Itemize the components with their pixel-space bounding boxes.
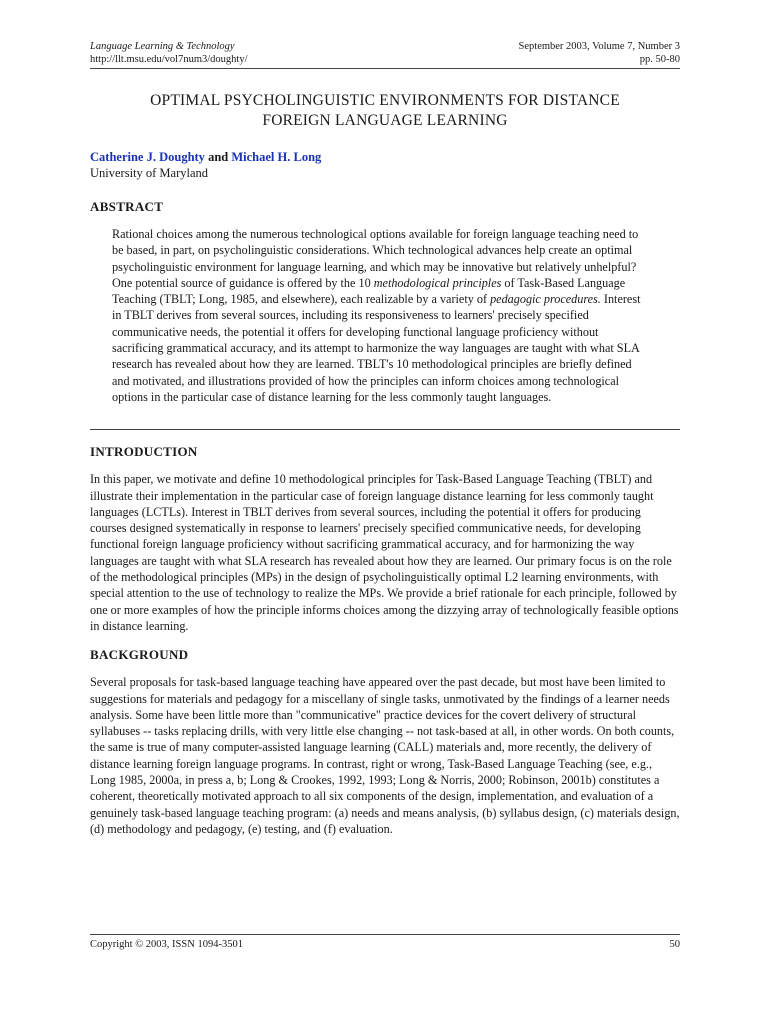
running-head-left — [90, 40, 248, 66]
header-rule — [90, 68, 680, 69]
page-range: pp. 50-80 — [639, 54, 680, 65]
abstract-italic-1: methodological principles — [373, 275, 502, 290]
abstract-heading: ABSTRACT — [90, 199, 164, 214]
title-line-1: OPTIMAL PSYCHOLINGUISTIC ENVIRONMENTS FOR DISTANCE — [150, 92, 620, 109]
abstract-part-3: Interest in TBLT derives from several sources, including its responsiveness to learners' precisely specified communicative needs, the potential it offers for developing functional language proficiency without sacrificing grammatical accuracy, and its attempt to harmonize the way languages are taught with what SLA research has revealed about how they are learned. TBLT's 10 methodological principles are briefly defined and motivated, and illustrations provided of how the principles can inform choices among technological options in the particular case of distance learning for the less commonly taught languages. — [112, 292, 641, 404]
author-conjunction: and — [204, 150, 232, 164]
running-head-right — [519, 40, 680, 66]
abstract-divider — [90, 429, 680, 430]
page-number: 50 — [669, 939, 680, 950]
abstract-part-2: of Task-Based Language Teaching (TBLT; Long, 1985, and elsewhere), each realizable by a variety of — [112, 275, 626, 307]
introduction-heading: INTRODUCTION — [90, 444, 198, 460]
journal-name: Language Learning & Technology — [90, 41, 235, 52]
author-link-doughty[interactable]: Catherine J. Doughty — [90, 150, 205, 164]
author-list — [90, 149, 680, 165]
copyright-notice: Copyright © 2003, ISSN 1094-3501 — [90, 939, 243, 950]
abstract-text — [112, 226, 642, 405]
paper-page — [90, 40, 680, 980]
journal-url[interactable]: http://llt.msu.edu/vol7num3/doughty/ — [90, 54, 248, 65]
running-head — [90, 40, 680, 66]
footer-row — [90, 938, 680, 951]
abstract-part-1: Rational choices among the numerous technological options available for foreign language teaching need to be based, in part, on psycholinguistic considerations. Which technological advances help create an optimal psycholinguistic environment for language learning, and which may be innovative but relatively unhelpful? One potential source of guidance is offered by the 10 — [112, 227, 639, 290]
abstract-italic-2: pedagogic procedures. — [490, 292, 601, 307]
introduction-paragraph: In this paper, we motivate and define 10 methodological principles for Task-Based Language Teaching (TBLT) and illustrate their implementation in the particular case of foreign language distance learning for less commonly taught languages (LCTLs). Interest in TBLT derives from several sources, including the potential it offers for producing courses designed systematically in response to learners' precisely specified communicative needs, for developing functional foreign language proficiency without sacrificing grammatical accuracy, and for harmonizing the way languages are taught with what SLA research has revealed about how they are learned. Our primary focus is on the role of the methodological principles (MPs) in the design of psycholinguistically optimal L2 learning environments, with special attention to the use of technology to realize the MPs. We provide a brief rationale for each principle, followed by one or more examples of how the principle informs choices among the dizzying array of technologically feasible options in distance learning. — [90, 472, 679, 633]
paper-title — [90, 91, 680, 131]
affiliation: University of Maryland — [90, 166, 209, 180]
author-link-long[interactable]: Michael H. Long — [231, 150, 322, 164]
issue-info: September 2003, Volume 7, Number 3 — [518, 41, 680, 52]
background-heading: BACKGROUND — [90, 647, 189, 663]
page-footer — [90, 934, 680, 951]
footer-rule — [90, 934, 680, 935]
title-line-2: FOREIGN LANGUAGE LEARNING — [262, 112, 508, 129]
background-paragraph: Several proposals for task-based language teaching have appeared over the past decade, but most have been limited to suggestions for materials and pedagogy for a miscellany of single tasks, unmotivated by the findings of a learner needs analysis. Some have been little more than "communicative" practice devices for the covert delivery of structural syllabuses -- tasks replacing drills, with very little else changing -- not task-based at all, in other words. On both counts, the same is true of many computer-assisted language learning (CALL) materials and, more recently, the delivery of distance learning foreign language programs. In contrast, right or wrong, Task-Based Language Teaching (see, e.g., Long 1985, 2000a, in press a, b; Long & Crookes, 1992, 1993; Long & Norris, 2000; Robinson, 2001b) constitutes a coherent, theoretically motivated approach to all six components of the design, implementation, and evaluation of a genuinely task-based language teaching program: (a) needs and means analysis, (b) syllabus design, (c) materials design, (d) methodology and pedagogy, (e) testing, and (f) evaluation. — [90, 675, 680, 836]
